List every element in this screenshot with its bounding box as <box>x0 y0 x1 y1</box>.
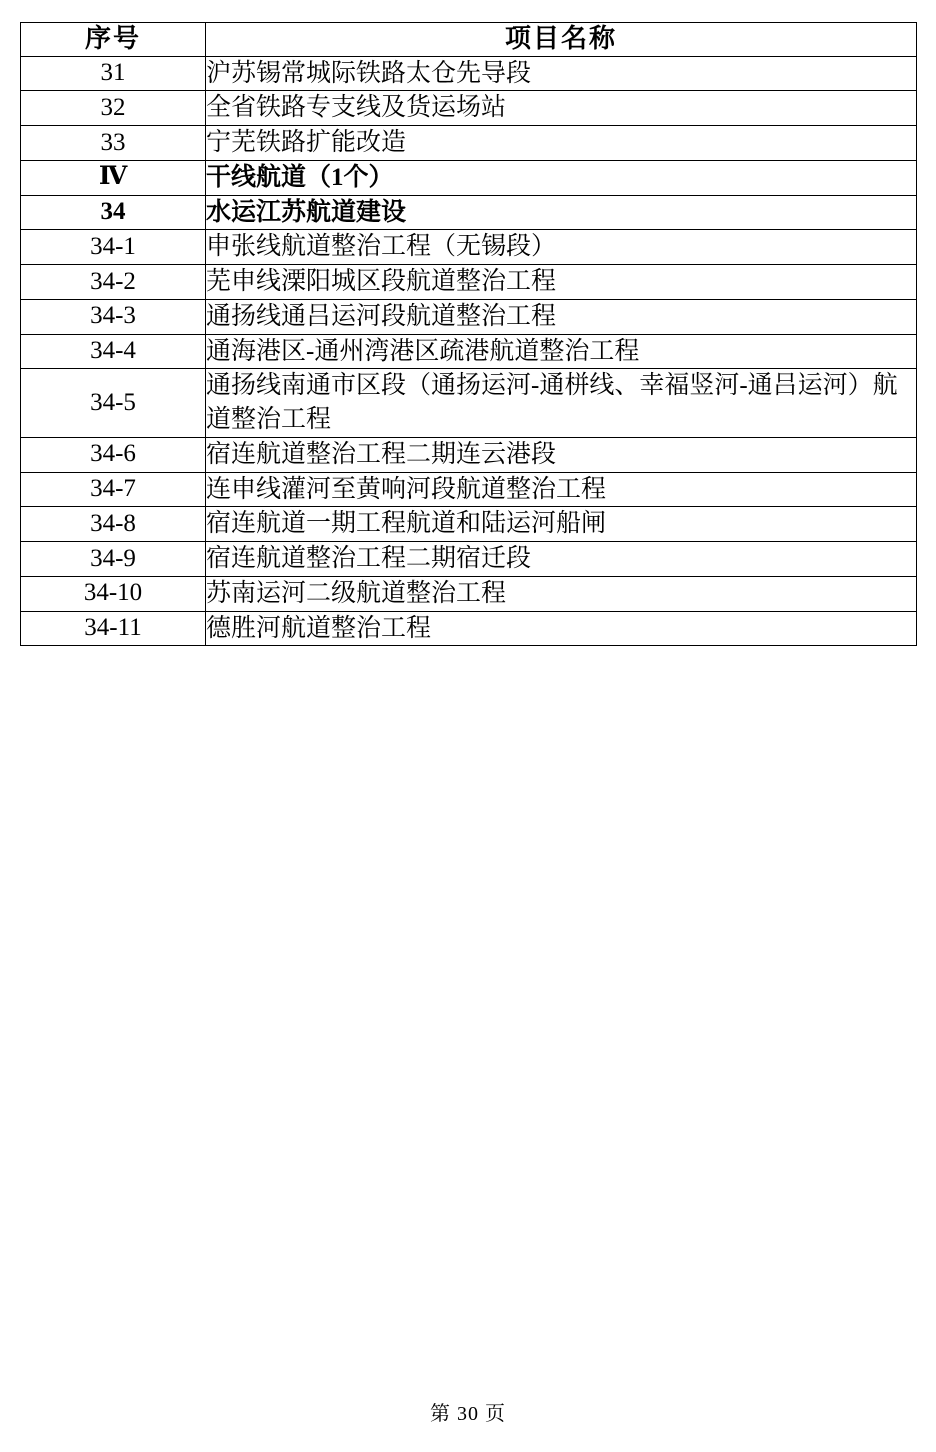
row-no: 34-6 <box>21 437 206 472</box>
table-row-section <box>21 160 917 195</box>
row-name: 芜申线溧阳城区段航道整治工程 <box>206 265 917 300</box>
row-no: 32 <box>21 91 206 126</box>
page-number-footer: 第 30 页 <box>430 1403 506 1425</box>
row-name: 全省铁路专支线及货运场站 <box>206 91 917 126</box>
row-name: 沪苏锡常城际铁路太仓先导段 <box>206 56 917 91</box>
row-no: 34-9 <box>21 542 206 577</box>
table-row <box>21 299 917 334</box>
table-row <box>21 230 917 265</box>
table-row <box>21 91 917 126</box>
row-no: 34-3 <box>21 299 206 334</box>
row-name: 宁芜铁路扩能改造 <box>206 126 917 161</box>
row-name: 宿连航道整治工程二期连云港段 <box>206 437 917 472</box>
row-no: 34-10 <box>21 576 206 611</box>
table-row <box>21 611 917 646</box>
table-row <box>21 56 917 91</box>
row-no: 34-8 <box>21 507 206 542</box>
table-row <box>21 126 917 161</box>
row-no: 31 <box>21 56 206 91</box>
table-header <box>21 23 917 57</box>
row-name: 通海港区-通州湾港区疏港航道整治工程 <box>206 334 917 369</box>
row-name: 干线航道（1个） <box>206 160 917 195</box>
table-row-section <box>21 195 917 230</box>
table-row <box>21 334 917 369</box>
project-list-table <box>20 22 917 646</box>
row-no: 33 <box>21 126 206 161</box>
table-row <box>21 437 917 472</box>
row-name: 水运江苏航道建设 <box>206 195 917 230</box>
column-header-name: 项目名称 <box>206 23 917 57</box>
row-no: 34 <box>21 195 206 230</box>
table-row <box>21 542 917 577</box>
row-no: 34-4 <box>21 334 206 369</box>
row-name: 申张线航道整治工程（无锡段） <box>206 230 917 265</box>
row-no: 34-1 <box>21 230 206 265</box>
table-row <box>21 576 917 611</box>
row-no: Ⅳ <box>21 160 206 195</box>
table-row <box>21 507 917 542</box>
row-name: 连申线灌河至黄响河段航道整治工程 <box>206 472 917 507</box>
row-no: 34-7 <box>21 472 206 507</box>
column-header-no: 序号 <box>21 23 206 57</box>
row-no: 34-2 <box>21 265 206 300</box>
table-row <box>21 369 917 438</box>
row-no: 34-5 <box>21 369 206 438</box>
row-name: 德胜河航道整治工程 <box>206 611 917 646</box>
row-name: 通扬线南通市区段（通扬运河-通栟线、幸福竖河-通吕运河）航道整治工程 <box>206 369 917 438</box>
table-header-row <box>21 23 917 57</box>
table-row <box>21 472 917 507</box>
table-body <box>21 56 917 646</box>
row-name: 苏南运河二级航道整治工程 <box>206 576 917 611</box>
row-no: 34-11 <box>21 611 206 646</box>
row-name: 宿连航道整治工程二期宿迁段 <box>206 542 917 577</box>
row-name: 通扬线通吕运河段航道整治工程 <box>206 299 917 334</box>
table-row <box>21 265 917 300</box>
row-name: 宿连航道一期工程航道和陆运河船闸 <box>206 507 917 542</box>
